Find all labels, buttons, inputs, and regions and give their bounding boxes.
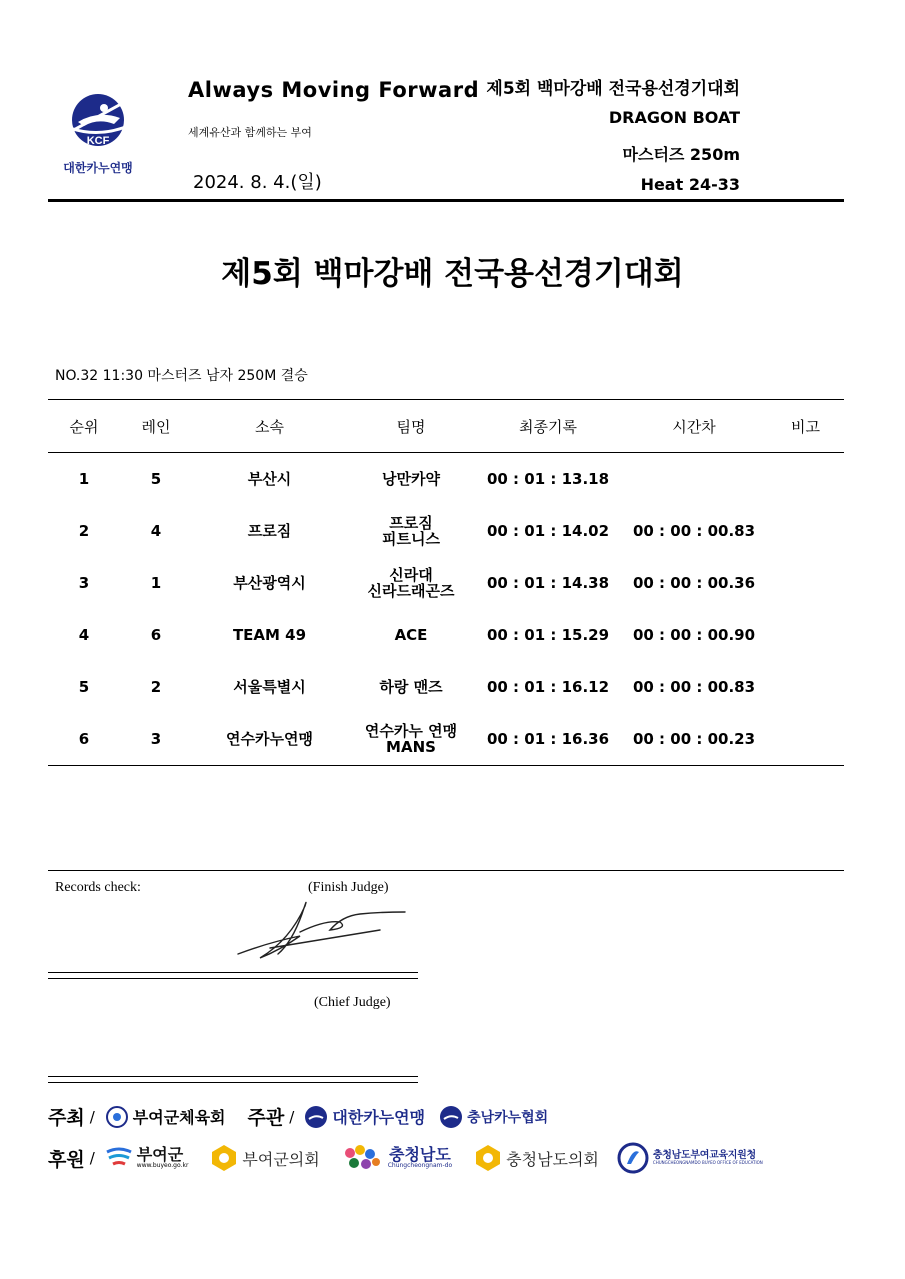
council-seal-icon <box>210 1144 238 1172</box>
lane-cell: 1 <box>150 574 162 592</box>
team-cell <box>347 505 475 557</box>
slash-separator: / <box>89 1107 95 1126</box>
table-row <box>48 505 844 557</box>
affiliation-cell: TEAM 49 <box>232 626 307 644</box>
diff-cell: 00 : 00 : 00.83 <box>632 522 756 540</box>
team-line: 피트니스 <box>382 530 440 548</box>
table-row <box>48 713 844 766</box>
time-cell: 00 : 01 : 16.36 <box>475 713 621 766</box>
kcf-logo <box>48 92 158 182</box>
results-table <box>48 399 844 766</box>
supporter-name: 충청남도의회 <box>506 1149 599 1169</box>
logo-text: KCF <box>86 135 110 147</box>
note-cell <box>767 609 844 661</box>
supporter-name: 충청남도부여교육지원청 <box>652 1150 756 1162</box>
lane-cell: 6 <box>150 626 162 644</box>
support-row <box>48 1142 763 1174</box>
diff-cell: 00 : 00 : 00.36 <box>632 574 756 592</box>
judge-divider <box>48 870 844 871</box>
chief-judge-signature-line <box>48 1076 418 1083</box>
team-cell <box>347 609 475 661</box>
buyeo-url: www.buyeo.go.kr <box>136 1162 189 1169</box>
time-cell: 00 : 01 : 13.18 <box>486 470 610 488</box>
team-cell <box>347 661 475 713</box>
time-cell: 00 : 01 : 14.02 <box>486 522 610 540</box>
chungnam-en: Chungcheongnam-do <box>387 1162 453 1169</box>
team-line: 낭만카약 <box>382 470 440 488</box>
page-title: 제5회 백마강배 전국용선경기대회 <box>221 256 684 292</box>
education-office-icon <box>617 1142 649 1174</box>
team-line: MANS <box>386 738 436 756</box>
time-cell: 00 : 01 : 16.12 <box>486 678 610 696</box>
header-divider <box>48 199 844 202</box>
team-line: 하랑 맨즈 <box>379 678 443 696</box>
diff-cell: 00 : 00 : 00.83 <box>632 678 756 696</box>
lane-cell: 2 <box>150 678 162 696</box>
team-line: 신라드래곤즈 <box>367 582 455 600</box>
table-header-row <box>48 400 844 453</box>
supporter-buyeo <box>105 1146 189 1170</box>
table-row <box>48 609 844 661</box>
race-info: NO.32 11:30 마스터즈 남자 250M 결승 <box>55 368 308 384</box>
lane-cell: 3 <box>120 713 192 766</box>
team-line: ACE <box>394 626 428 644</box>
note-cell <box>767 557 844 609</box>
note-cell <box>767 661 844 713</box>
header-event-name: 제5회 백마강배 전국용선경기대회 <box>486 79 740 99</box>
table-row <box>48 453 844 506</box>
slash-separator: / <box>289 1107 295 1126</box>
header-heat: Heat 24-33 <box>640 175 740 194</box>
host-name: 부여군체육회 <box>132 1108 226 1127</box>
rank-cell: 3 <box>78 574 90 592</box>
organizer-name: 대한카누연맹 <box>332 1108 426 1127</box>
slash-separator: / <box>89 1149 95 1167</box>
affiliation-cell: 부산광역시 <box>233 574 306 592</box>
chungnam-canoe-icon <box>439 1105 463 1129</box>
diff-cell <box>621 453 767 506</box>
finish-judge-signature-line <box>48 972 418 979</box>
header-final-time: 최종기록 <box>475 400 621 453</box>
team-line: 신라대 <box>389 566 433 584</box>
lane-cell: 4 <box>150 522 162 540</box>
team-line: 프로짐 <box>389 514 433 532</box>
team-cell <box>347 713 475 766</box>
office-en: CHUNGCHEONGNAMDO BUYEO OFFICE OF EDUCATION <box>652 1160 763 1166</box>
organizer-kcf <box>304 1105 425 1129</box>
supporter-name: 부여군 <box>136 1145 184 1164</box>
diff-cell: 00 : 00 : 00.90 <box>632 626 756 644</box>
header-time-diff: 시간차 <box>621 400 767 453</box>
affiliation-cell: 서울특별시 <box>233 678 306 696</box>
affiliation-cell: 부산시 <box>247 470 292 488</box>
sub-slogan: 세계유산과 함께하는 부여 <box>188 126 312 139</box>
note-cell <box>767 505 844 557</box>
finish-judge-label: (Finish Judge) <box>308 880 389 895</box>
supporter-education-office <box>617 1142 763 1174</box>
organizer-chungnam-canoe <box>439 1105 548 1129</box>
header-team: 팀명 <box>347 400 475 453</box>
affiliation-cell: 연수카누연맹 <box>192 713 347 766</box>
chungnam-flower-icon <box>340 1143 384 1173</box>
affiliation-cell: 프로짐 <box>247 522 292 540</box>
host-org <box>105 1105 226 1129</box>
rank-cell: 6 <box>48 713 120 766</box>
organizer-name: 충남카누협회 <box>467 1109 549 1126</box>
event-date: 2024. 8. 4.(일) <box>193 172 322 193</box>
supporter-chungnam-council <box>474 1144 599 1172</box>
supporter-chungnam <box>340 1143 452 1173</box>
rank-cell: 1 <box>78 470 90 488</box>
rank-cell: 5 <box>78 678 90 696</box>
logo-caption: 대한카누연맹 <box>63 161 133 175</box>
time-cell: 00 : 01 : 15.29 <box>486 626 610 644</box>
time-cell: 00 : 01 : 14.38 <box>486 574 610 592</box>
header-rank: 순위 <box>48 400 120 453</box>
table-row <box>48 661 844 713</box>
host-row <box>48 1103 548 1130</box>
kcf-mini-icon <box>304 1105 328 1129</box>
header-note: 비고 <box>767 400 844 453</box>
host-label: 주최 <box>48 1107 85 1129</box>
buyeo-county-icon <box>105 1146 133 1170</box>
lane-cell: 5 <box>150 470 162 488</box>
header-affiliation: 소속 <box>192 400 347 453</box>
records-check-label: Records check: <box>55 880 141 895</box>
team-cell <box>347 557 475 609</box>
table-row <box>48 557 844 609</box>
header-lane: 레인 <box>120 400 192 453</box>
team-cell <box>347 453 475 506</box>
slogan: Always Moving Forward <box>188 78 480 102</box>
signature <box>230 892 410 964</box>
supporter-name: 충청남도 <box>389 1145 451 1164</box>
supporter-buyeo-council <box>210 1144 319 1172</box>
council-seal-icon <box>474 1144 502 1172</box>
header-sport: DRAGON BOAT <box>608 108 740 127</box>
buyeo-sports-council-icon <box>105 1105 129 1129</box>
support-label: 후원 <box>48 1148 85 1171</box>
diff-cell: 00 : 00 : 00.23 <box>621 713 767 766</box>
supporter-name: 부여군의회 <box>242 1149 320 1169</box>
note-cell <box>767 713 844 766</box>
team-line: 연수카누 연맹 <box>364 722 458 740</box>
rank-cell: 2 <box>78 522 90 540</box>
header-category: 마스터즈 250m <box>622 145 740 164</box>
chief-judge-label: (Chief Judge) <box>314 995 391 1010</box>
rank-cell: 4 <box>78 626 90 644</box>
organizer-label: 주관 <box>247 1107 285 1129</box>
note-cell <box>767 453 844 506</box>
